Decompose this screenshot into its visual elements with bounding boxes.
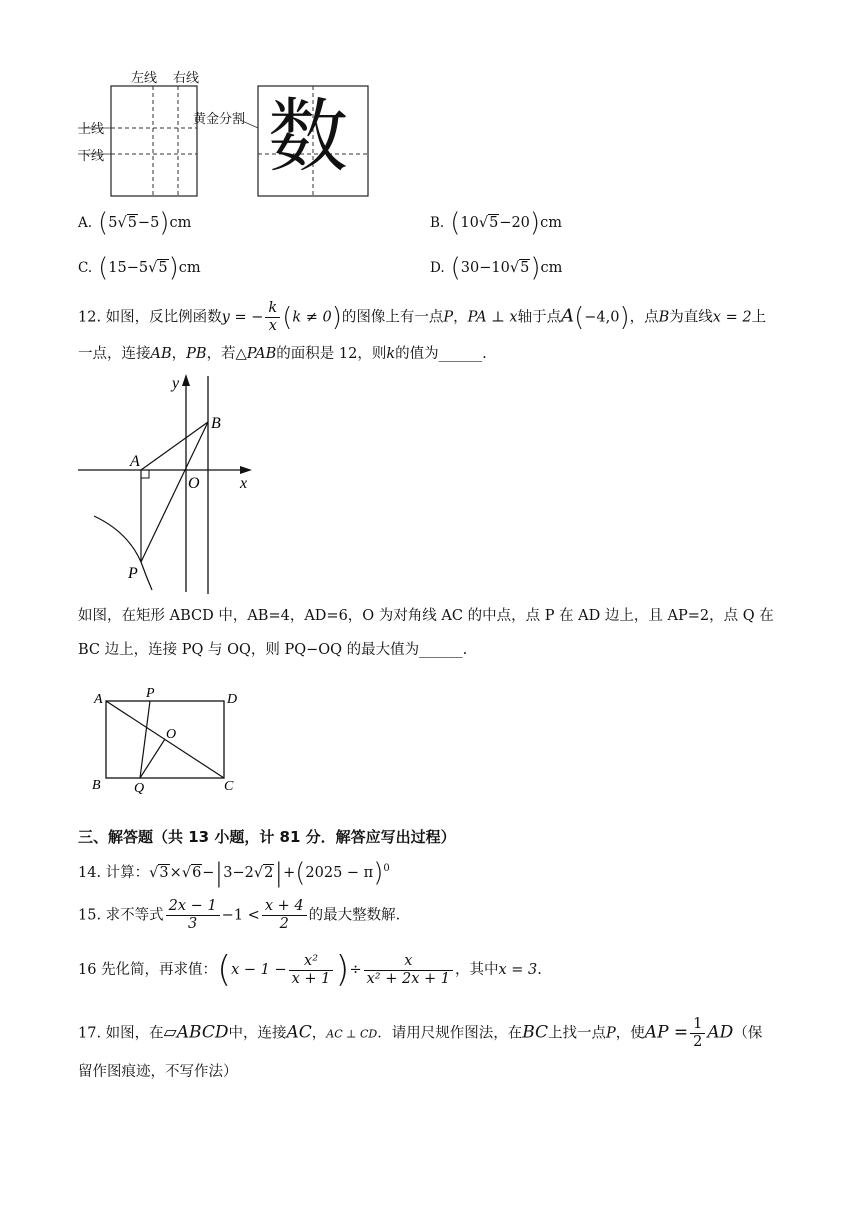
- option-b[interactable]: B. (10√5−20)cm: [430, 208, 562, 238]
- question-15: 15. 求不等式 $\frac{2x - 1}{3}$ −1 < $\frac{x + 4}{2}$ 的最大整数解.: [78, 898, 401, 932]
- option-c[interactable]: C. (15−5√5)cm: [78, 253, 201, 283]
- fig12-label-b: B: [211, 415, 221, 432]
- label-left-line: 左线: [131, 71, 158, 86]
- fig13-label-p: P: [146, 686, 155, 701]
- question-number: 12.: [78, 309, 102, 326]
- fig12-label-a: A: [130, 453, 140, 470]
- glyph-shu: 数: [268, 90, 348, 183]
- fig13-label-a: A: [94, 692, 103, 707]
- label-right-line: 右线: [173, 71, 200, 86]
- question-17-line2: 留作图痕迹，不写作法）: [78, 1064, 238, 1080]
- option-d[interactable]: D. (30−10√5)cm: [430, 253, 563, 283]
- section-3-heading: 三、解答题（共 13 小题，计 81 分．解答应写出过程）: [78, 828, 456, 846]
- fig13-label-q: Q: [134, 781, 145, 796]
- fig13-label-d: D: [227, 692, 238, 707]
- fig12-label-x: x: [240, 475, 248, 492]
- fig12-label-o: O: [188, 475, 200, 492]
- option-c-key: C.: [78, 260, 93, 276]
- question-14: 14. 计算：$√3\times√6-|3-2√2|+(2025 - \pi)^0$: [78, 858, 390, 888]
- label-upper-line: 上线: [78, 122, 105, 137]
- question-17-line1: 17. 如图，在▱ABCD中，连接AC，AC ⊥ CD．请用尺规作图法，在BC上找一点P，使AP = $\frac{1}{2}$ AD（保: [78, 1016, 763, 1050]
- fig13-label-o: O: [166, 727, 177, 742]
- fig12-label-y: y: [172, 375, 180, 392]
- figure-q13: [0, 0, 300, 800]
- question-12-line1: 12. 如图，反比例函数y = − $\frac{k}{x}$ (k ≠ 0)的图像上有一点P，PA ⊥ x轴于点A(−4,0)，点B为直线x = 2上: [78, 300, 767, 334]
- option-d-key: D.: [430, 260, 445, 276]
- question-13-line2: BC 边上，连接 PQ 与 OQ，则 PQ−OQ 的最大值为______.: [78, 642, 468, 658]
- fig13-label-c: C: [224, 779, 234, 794]
- question-13-line1: 如图，在矩形 ABCD 中，AB=4，AD=6，O 为对角线 AC 的中点，点 P 在 AD 边上，且 AP=2，点 Q 在: [78, 608, 774, 624]
- question-12-line2: 一点，连接AB，PB，若△PAB的面积是 12，则k的值为______.: [78, 346, 487, 362]
- option-b-key: B.: [430, 215, 445, 231]
- option-a[interactable]: A. (5√5−5)cm: [78, 208, 192, 238]
- label-lower-line: 下线: [78, 149, 105, 164]
- fig13-label-b: B: [92, 778, 101, 793]
- fig12-label-p: P: [128, 565, 138, 582]
- option-a-key: A.: [78, 215, 93, 231]
- question-16: 16 先化简，再求值：(x − 1 − $\frac{\text{x²}}{x + 1}$ )÷ $\frac{x}{\text{x² + 2x + 1}}$ ，其中x = 3.: [78, 949, 542, 990]
- label-golden-section: 黄金分割: [193, 112, 246, 127]
